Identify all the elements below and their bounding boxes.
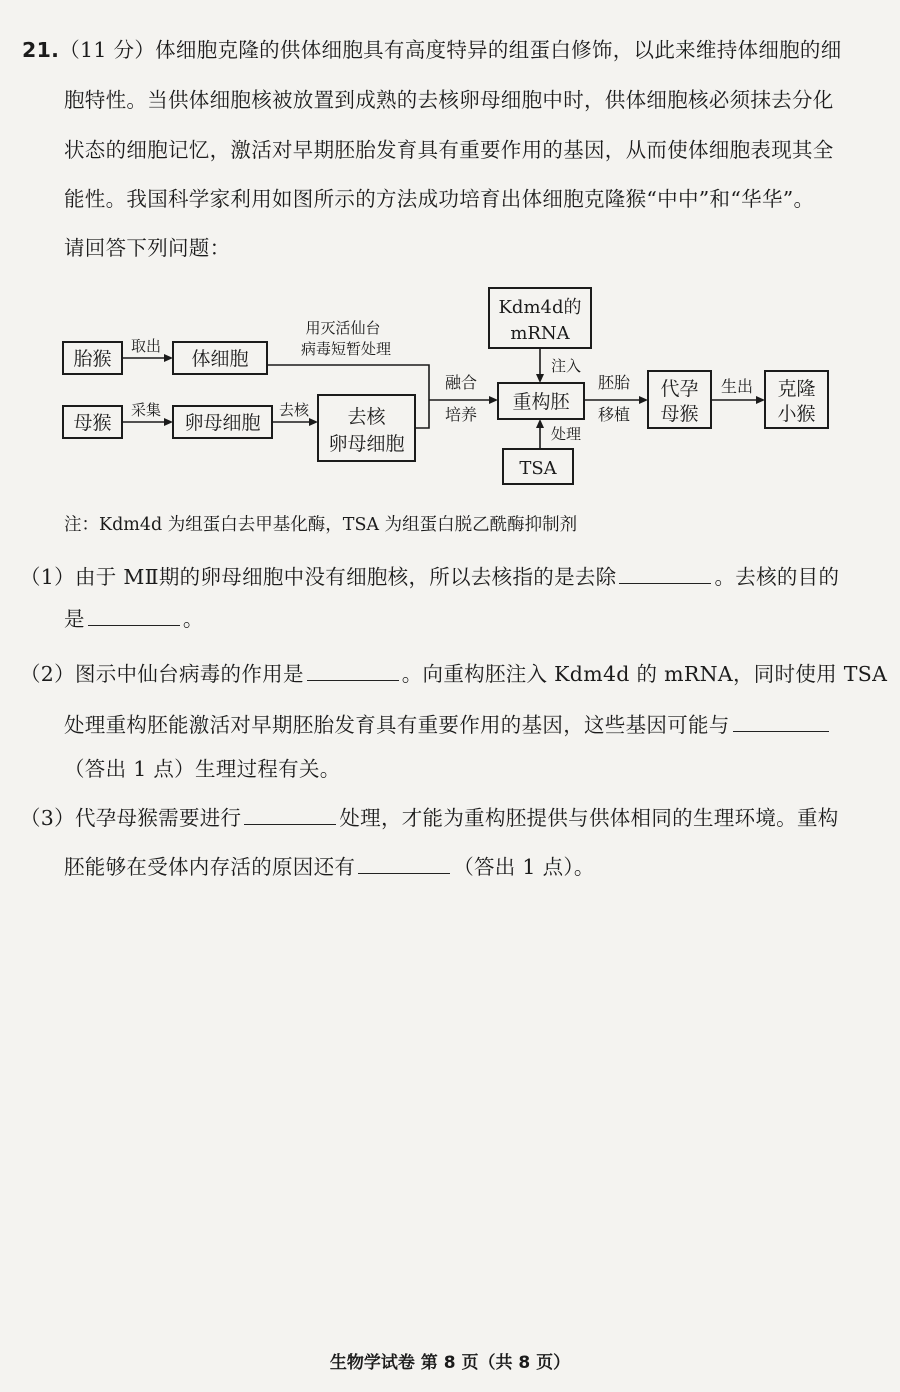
q1-text-b: 。去核的目的: [714, 565, 840, 589]
page-footer: 生物学试卷 第 8 页（共 8 页）: [329, 1353, 571, 1373]
treat-arrowhead: [536, 419, 544, 428]
diagram-note: 注：Kdm4d 为组蛋白去甲基化酶，TSA 为组蛋白脱乙酰酶抑制剂: [64, 515, 578, 535]
intro-line-2: 胞特性。当供体细胞核被放置到成熟的去核卵母细胞中时，供体细胞核必须抹去分化: [64, 88, 834, 112]
q2-blank-2[interactable]: [733, 713, 829, 732]
treat-label: 处理: [550, 425, 582, 443]
enucleated-text-2: 卵母细胞: [328, 433, 405, 455]
take-out-label: 取出: [130, 337, 162, 355]
q2-text-c: 处理重构胚能激活对早期胚胎发育具有重要作用的基因，这些基因可能与: [64, 713, 730, 737]
inject-label: 注入: [550, 357, 582, 375]
fusion-label-1: 融合: [444, 373, 478, 392]
transfer-arrowhead: [639, 396, 648, 404]
intro-line-5: 请回答下列问题：: [64, 236, 231, 260]
q1-blank-1[interactable]: [619, 565, 711, 584]
oocyte-text: 卵母细胞: [184, 412, 261, 434]
surrogate-text-1: 代孕: [660, 378, 699, 400]
q1-text-d: 。: [182, 607, 204, 631]
question-first-line: [22, 36, 842, 64]
q1-blank-2[interactable]: [88, 607, 180, 626]
sub-question-2-line-3: （答出 1 点）生理过程有关。: [64, 757, 341, 781]
take-out-arrowhead: [164, 354, 173, 362]
enucleated-text-1: 去核: [347, 406, 386, 428]
tsa-text: TSA: [519, 458, 557, 479]
clone-text-1: 克隆: [777, 378, 816, 400]
transfer-label-2: 移植: [597, 405, 631, 424]
cloning-flow-diagram: [0, 278, 900, 508]
mother-monkey-text: 母猴: [73, 412, 112, 434]
virus-label-1: 用灭活仙台: [305, 319, 381, 337]
clone-text-2: 小猴: [777, 403, 816, 425]
q3-text-d: （答出 1 点）。: [453, 855, 595, 879]
question-score: （11 分）: [59, 38, 156, 62]
sub-question-2-line-2: [64, 711, 832, 739]
somatic-cell-text: 体细胞: [191, 348, 249, 370]
enucleate-label: 去核: [278, 401, 310, 419]
kdm4d-text-1: Kdm4d的: [498, 297, 582, 318]
question-number: 21.: [22, 38, 60, 62]
oocyte-to-fusion-line: [415, 400, 429, 428]
q2-blank-1[interactable]: [307, 662, 399, 681]
fusion-label-2: 培养: [444, 405, 478, 424]
enucleate-arrowhead: [309, 418, 318, 426]
intro-line-4: 能性。我国科学家利用如图所示的方法成功培育出体细胞克隆猴“中中”和“华华”。: [64, 187, 815, 211]
intro-line-1: 体细胞克隆的供体细胞具有高度特异的组蛋白修饰，以此来维持体细胞的细: [155, 38, 842, 62]
q3-text-b: 处理，才能为重构胚提供与供体相同的生理环境。重构: [339, 806, 839, 830]
fusion-arrowhead: [489, 396, 498, 404]
q2-text-b: 。向重构胚注入 Kdm4d 的 mRNA，同时使用 TSA: [401, 662, 888, 686]
inject-arrowhead: [536, 374, 544, 383]
virus-label-2: 病毒短暂处理: [300, 340, 392, 358]
transfer-label-1: 胚胎: [597, 373, 631, 392]
surrogate-text-2: 母猴: [660, 403, 699, 425]
q1-text-c: 是: [64, 607, 85, 631]
q3-blank-2[interactable]: [358, 855, 450, 874]
birth-label: 生出: [720, 377, 754, 396]
sub-question-3-line-2: [64, 853, 595, 881]
q3-text-a: （3）代孕母猴需要进行: [20, 806, 242, 830]
sub-question-1-line-1: [20, 563, 839, 591]
sub-question-1-line-2: [64, 605, 204, 633]
q3-text-c: 胚能够在受体内存活的原因还有: [64, 855, 356, 879]
q3-blank-1[interactable]: [244, 806, 336, 825]
fetal-monkey-text: 胎猴: [73, 348, 112, 370]
sub-question-2-line-1: [20, 660, 887, 688]
q2-text-a: （2）图示中仙台病毒的作用是: [20, 662, 304, 686]
q1-text-a: （1）由于 MⅡ期的卵母细胞中没有细胞核，所以去核指的是去除: [20, 565, 617, 589]
collect-label: 采集: [130, 401, 162, 419]
birth-arrowhead: [756, 396, 765, 404]
collect-arrowhead: [164, 418, 173, 426]
kdm4d-text-2: mRNA: [510, 323, 570, 344]
reconstructed-embryo-text: 重构胚: [512, 391, 570, 413]
intro-line-3: 状态的细胞记忆，激活对早期胚胎发育具有重要作用的基因，从而使体细胞表现其全: [64, 138, 834, 162]
sub-question-3-line-1: [20, 804, 839, 832]
